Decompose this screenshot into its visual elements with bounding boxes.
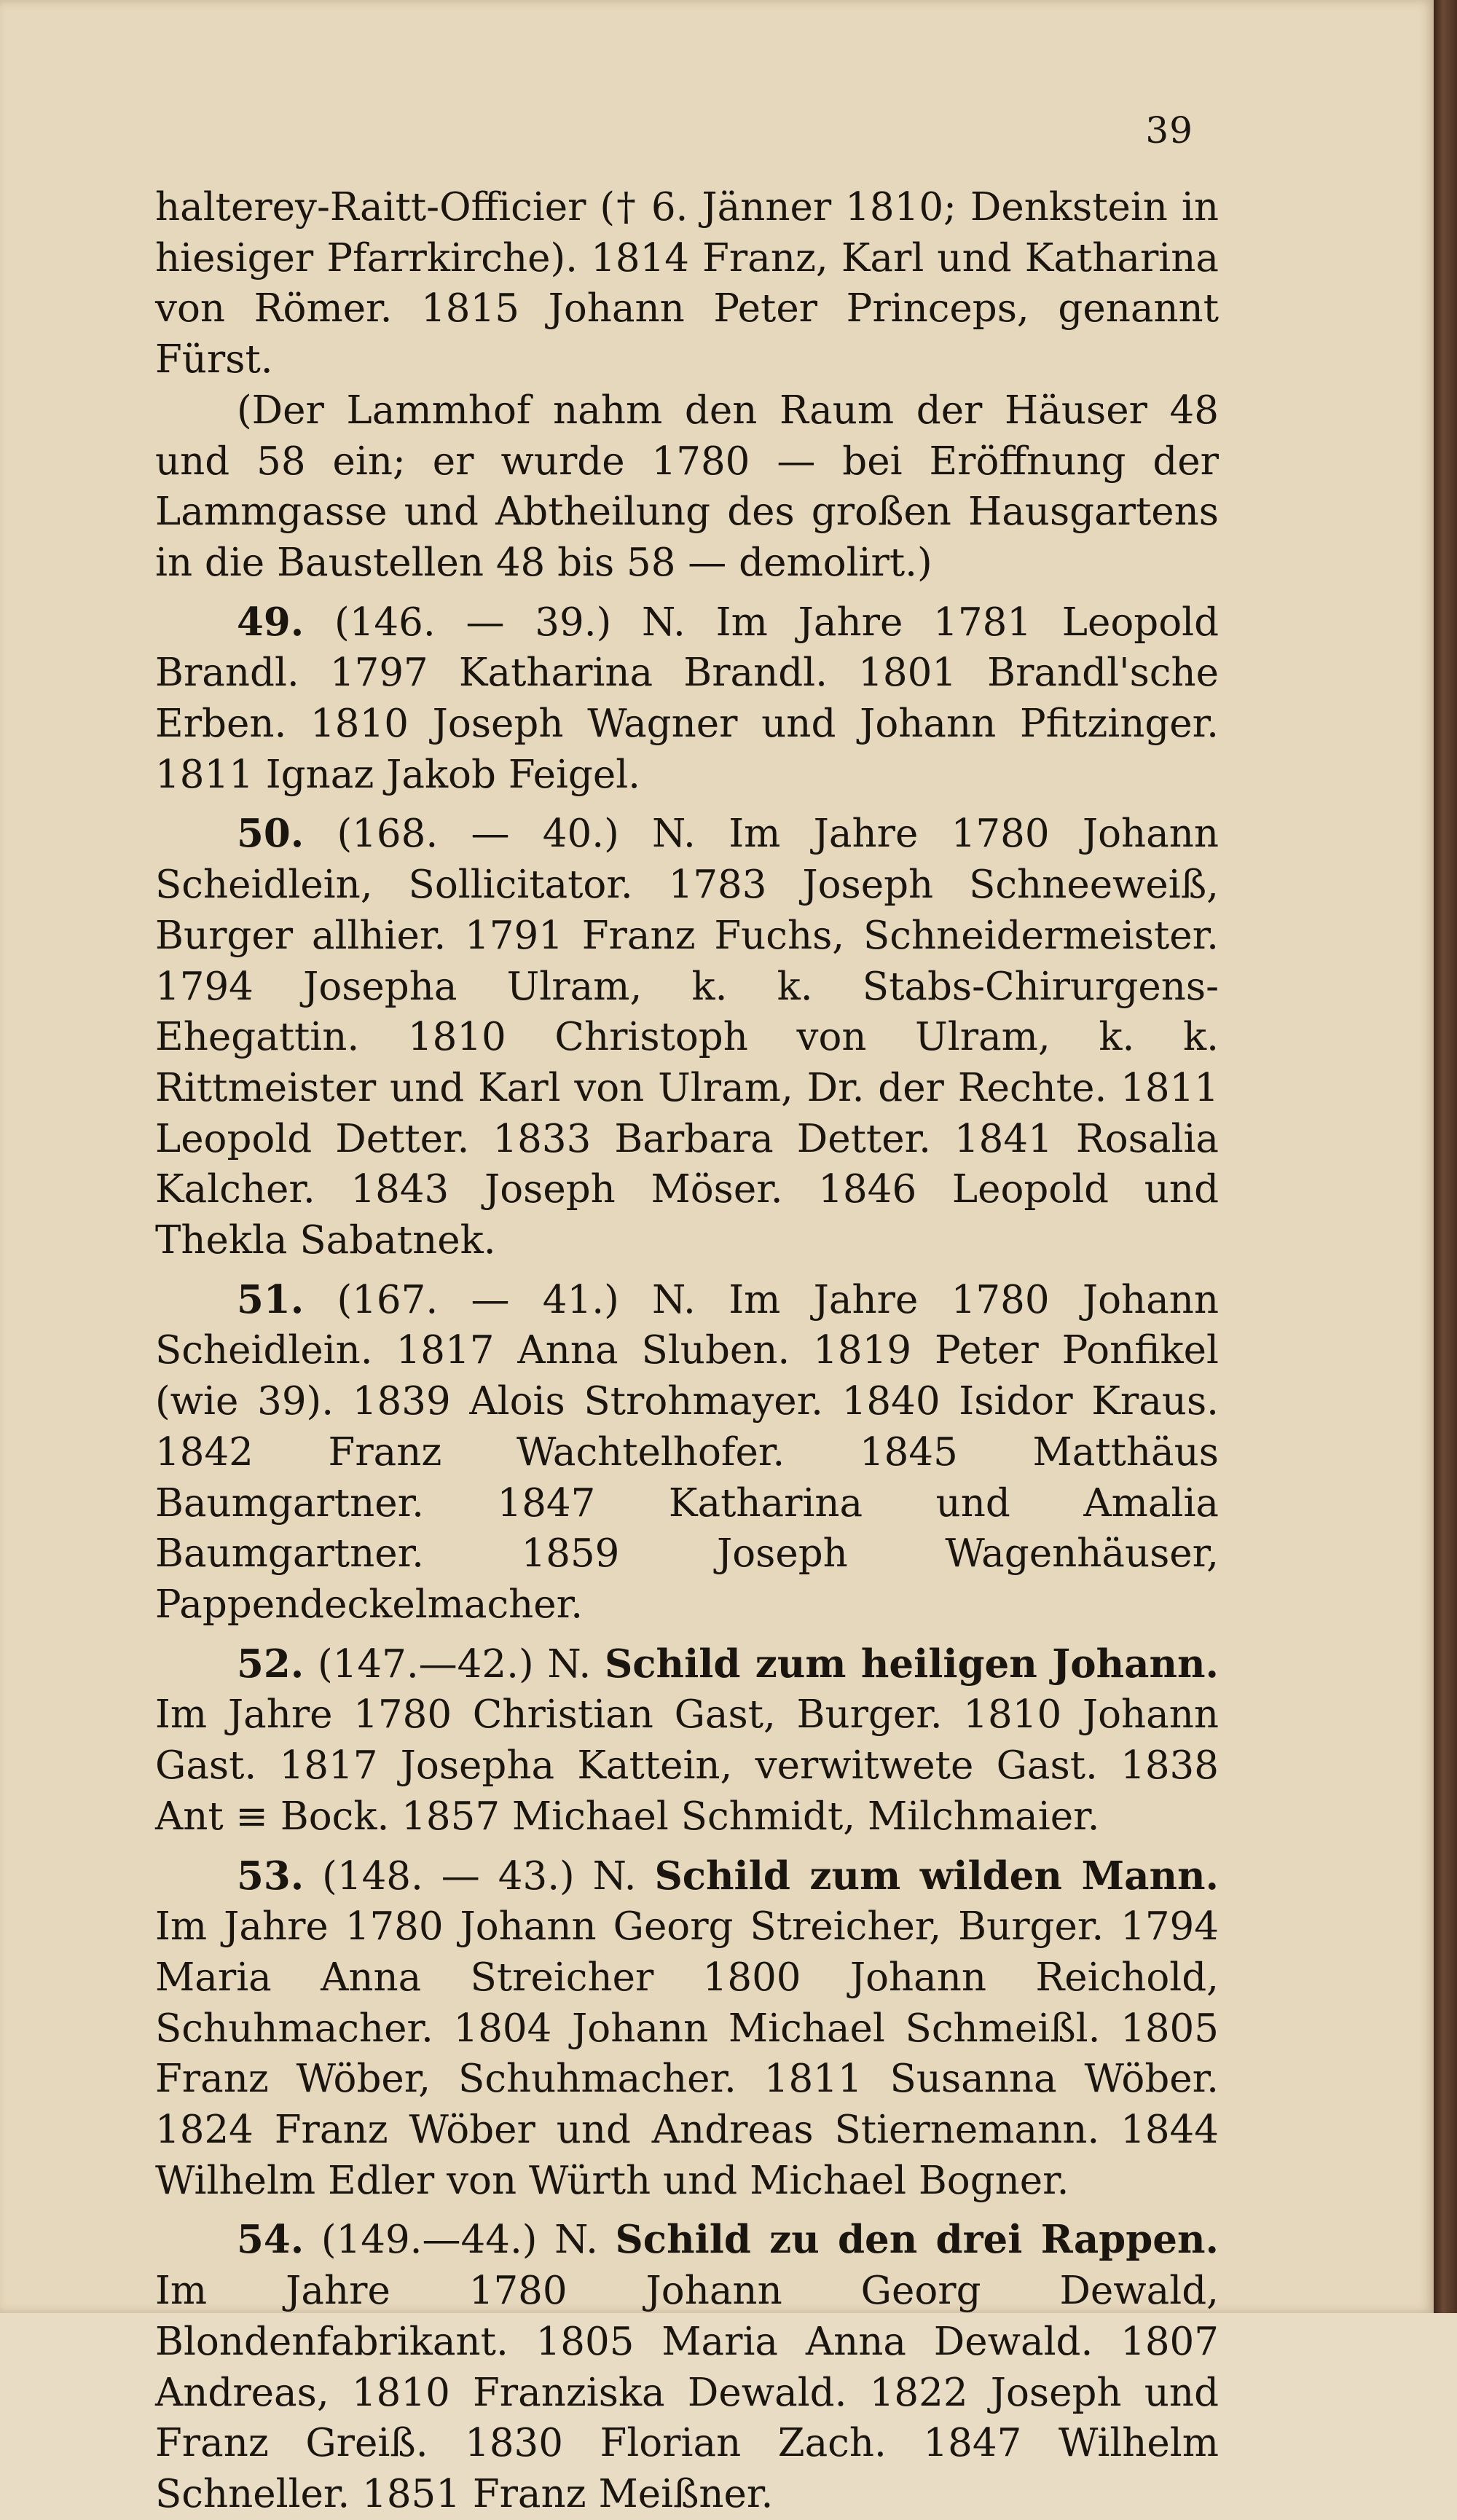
entry-text: (167. — 41.) N. Im Jahre 1780 Johann Scheidlein. 1817 Anna Sluben. 1819 Peter Ponfikel (wie 39). 1839 Alois Strohmayer. 1840 Isidor Kraus. 1842 Franz Wachtelhofer. 1845 Matthäus Baumgartner. 1847 Katharina und Amalia Baumgartner. 1859 Joseph Wagenhäuser, Pappendeckelmacher. [155, 1277, 1219, 1627]
entry-51 [155, 1275, 1219, 1630]
entry-number: 50. [237, 811, 305, 857]
entry-number: 51. [237, 1276, 305, 1322]
text-block [155, 182, 1219, 2520]
entry-prefix: (148. — 43.) N. [304, 1853, 655, 1899]
entry-52 [155, 1639, 1219, 1842]
shop-sign-name: Schild zum wilden Mann. [654, 1853, 1219, 1899]
shop-sign-name: Schild zum heiligen Johann. [604, 1641, 1219, 1687]
entry-number: 54. [237, 2217, 305, 2263]
entry-53 [155, 1851, 1219, 2207]
entry-54 [155, 2215, 1219, 2519]
entry-number: 49. [237, 599, 305, 645]
entry-text: Im Jahre 1780 Christian Gast, Burger. 1810 Johann Gast. 1817 Josepha Kattein, verwitwete Gast. 1838 Ant ≡ Bock. 1857 Michael Schmidt, Milchmaier. [155, 1692, 1219, 1839]
entry-text: (146. — 39.) N. Im Jahre 1781 Leopold Brandl. 1797 Katharina Brandl. 1801 Brandl'sche Erben. 1810 Joseph Wagner und Johann Pfitzinger. 1811 Ignaz Jakob Feigel. [155, 600, 1219, 797]
book-binding-edge [1434, 0, 1457, 2313]
paragraph-text: (Der Lammhof nahm den Raum der Häuser 48 und 58 ein; er wurde 1780 — bei Eröffnung der Lammgasse und Abtheilung des großen Hausgartens in die Baustellen 48 bis 58 — demolirt.) [155, 388, 1219, 585]
shop-sign-name: Schild zu den drei Rappen. [615, 2217, 1219, 2263]
entry-prefix: (149.—44.) N. [304, 2218, 616, 2263]
entry-50 [155, 809, 1219, 1265]
entry-text: Im Jahre 1780 Johann Georg Streicher, Burger. 1794 Maria Anna Streicher 1800 Johann Reichold, Schuhmacher. 1804 Johann Michael Schmeißl. 1805 Franz Wöber, Schuhmacher. 1811 Susanna Wöber. 1824 Franz Wöber und Andreas Stiernemann. 1844 Wilhelm Edler von Würth und Michael Bogner. [155, 1904, 1219, 2203]
entry-49 [155, 597, 1219, 801]
entry-text: (168. — 40.) N. Im Jahre 1780 Johann Scheidlein, Sollicitator. 1783 Joseph Schneeweiß, Burger allhier. 1791 Franz Fuchs, Schneidermeister. 1794 Josepha Ulram, k. k. Stabs-Chirurgens-Ehegattin. 1810 Christoph von Ulram, k. k. Rittmeister und Karl von Ulram, Dr. der Rechte. 1811 Leopold Detter. 1833 Barbara Detter. 1841 Rosalia Kalcher. 1843 Joseph Möser. 1846 Leopold und Thekla Sabatnek. [155, 812, 1219, 1263]
paragraph-text: halterey-Raitt-Officier († 6. Jänner 1810; Denkstein in hiesiger Pfarrkirche). 1814 Franz, Karl und Katharina von Römer. 1815 Johann Peter Princeps, genannt Fürst. [155, 185, 1219, 382]
entry-number: 52. [237, 1641, 305, 1687]
entry-prefix: (147.—42.) N. [304, 1641, 605, 1687]
paragraph-continuation [155, 182, 1219, 385]
entry-number: 53. [237, 1853, 305, 1899]
paragraph-lammhof-note [155, 385, 1219, 589]
page-number: 39 [1145, 109, 1193, 152]
entry-text: Im Jahre 1780 Johann Georg Dewald, Blondenfabrikant. 1805 Maria Anna Dewald. 1807 Andreas, 1810 Franziska Dewald. 1822 Joseph und Franz Greiß. 1830 Florian Zach. 1847 Wilhelm Schneller. 1851 Franz Meißner. [155, 2269, 1219, 2516]
